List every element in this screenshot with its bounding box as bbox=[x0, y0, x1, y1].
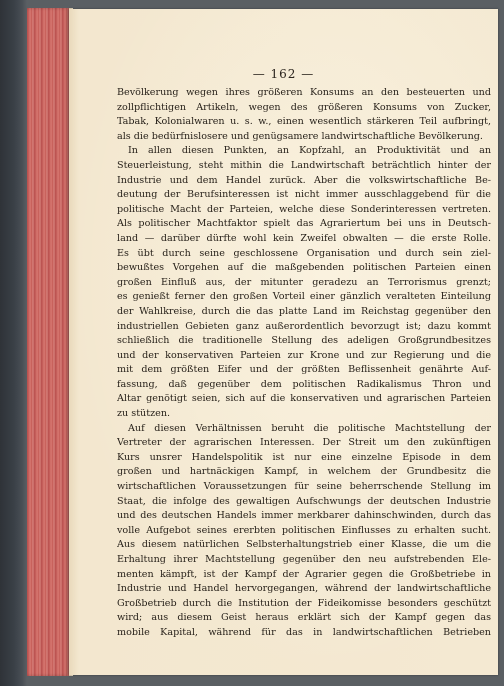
text-line: Tabak, Kolonialwaren u. s. w., einen wesentlich stärkeren Teil aufbringt, bbox=[117, 116, 491, 128]
text-line: volle Aufgebot seines ererbten politischen Einflusses zu erhalten sucht. bbox=[117, 524, 491, 536]
text-line: schließlich die traditionelle Stellung des adeligen Großgrundbesitzes bbox=[117, 335, 491, 347]
body-text bbox=[117, 86, 491, 641]
text-line: fassung, daß gegenüber dem politischen Radikalismus Thron und bbox=[117, 378, 491, 390]
text-line: und der konservativen Parteien zur Krone und zur Regierung und die bbox=[117, 349, 491, 361]
text-line: deutung der Berufsinteressen ist nicht immer ausschlaggebend für die bbox=[117, 189, 491, 201]
text-line: Industrie und dem Handel zurück. Aber die volkswirtschaftliche Be- bbox=[117, 174, 491, 186]
text-line: Aus diesem natürlichen Selbsterhaltungstrieb einer Klasse, die um die bbox=[117, 539, 491, 551]
text-line: Großbetrieb durch die Institution der Fideikomisse besonders geschützt bbox=[117, 597, 491, 609]
text-line: großen Einfluß aus, der mitunter geradezu an Terrorismus grenzt; bbox=[117, 276, 491, 288]
text-line: zu stützen. bbox=[117, 408, 171, 420]
text-line: zollpflichtigen Artikeln, wegen des größeren Konsums von Zucker, bbox=[117, 101, 491, 113]
text-line: Kurs unsrer Handelspolitik ist nur eine einzelne Episode in dem bbox=[117, 451, 491, 463]
book-page bbox=[69, 9, 498, 675]
text-line: wird; aus diesem Geist heraus erklärt sich der Kampf gegen das bbox=[117, 612, 491, 624]
text-line: Vertreter der agrarischen Interessen. Der Streit um den zukünftigen bbox=[117, 437, 491, 449]
text-line: Es übt durch seine geschlossene Organisation und durch sein ziel- bbox=[117, 247, 491, 259]
text-line: Altar genötigt seien, sich auf die konservativen und agrarischen Parteien bbox=[117, 393, 491, 405]
text-line: und des deutschen Handels immer merkbarer dahinschwinden, durch das bbox=[117, 510, 491, 522]
text-line: als die bedürfnislosere und genügsamere landwirtschaftliche Bevölkerung. bbox=[117, 130, 483, 142]
page-number: — 162 — bbox=[252, 67, 315, 81]
text-line: industriellen Gebieten ganz außerordentlich bevorzugt ist; dazu kommt bbox=[117, 320, 491, 332]
text-line: Bevölkerung wegen ihres größeren Konsums an den besteuerten und bbox=[117, 87, 491, 98]
text-line: Staat, die infolge des gewaltigen Aufschwungs der deutschen Industrie bbox=[117, 495, 491, 507]
text-line: großen und hartnäckigen Kampf, in welchem der Grundbesitz die bbox=[117, 466, 491, 478]
text-line: der Wahlkreise, durch die das platte Land im Reichstag gegenüber den bbox=[117, 305, 491, 317]
text-line: mit dem größten Eifer und der größten Beflissenheit genährte Auf- bbox=[117, 364, 491, 376]
text-line: Industrie und Handel hervorgegangen, während der landwirtschaftliche bbox=[117, 583, 491, 595]
text-line: In allen diesen Punkten, an Kopfzahl, an Produktivität und an bbox=[128, 145, 491, 157]
text-line: menten kämpft, ist der Kampf der Agrarier gegen die Großbetriebe in bbox=[117, 568, 491, 580]
text-line: wirtschaftlichen Voraussetzungen für seine beherrschende Stellung im bbox=[117, 481, 491, 493]
text-line: bewußtes Vorgehen auf die maßgebenden politischen Parteien einen bbox=[117, 262, 491, 274]
text-line: Auf diesen Verhältnissen beruht die politische Machtstellung der bbox=[128, 422, 491, 434]
text-line: Steuerleistung, steht mithin die Landwirtschaft beträchtlich hinter der bbox=[117, 159, 491, 171]
text-line: land — darüber dürfte wohl kein Zweifel obwalten — die erste Rolle. bbox=[117, 232, 491, 244]
book-page-edges bbox=[27, 8, 69, 676]
text-line: Als politischer Machtfaktor spielt das Agrariertum bei uns in Deutsch- bbox=[117, 218, 491, 230]
text-line: politische Macht der Parteien, welche diese Sonderinteressen vertreten. bbox=[117, 203, 491, 215]
text-line: es genießt ferner den großen Vorteil einer gänzlich veralteten Einteilung bbox=[117, 291, 491, 303]
text-line: Erhaltung ihrer Machtstellung gegenüber den neu aufstrebenden Ele- bbox=[117, 554, 491, 565]
text-line: mobile Kapital, während für das in landwirtschaftlichen Betrieben bbox=[117, 626, 491, 638]
